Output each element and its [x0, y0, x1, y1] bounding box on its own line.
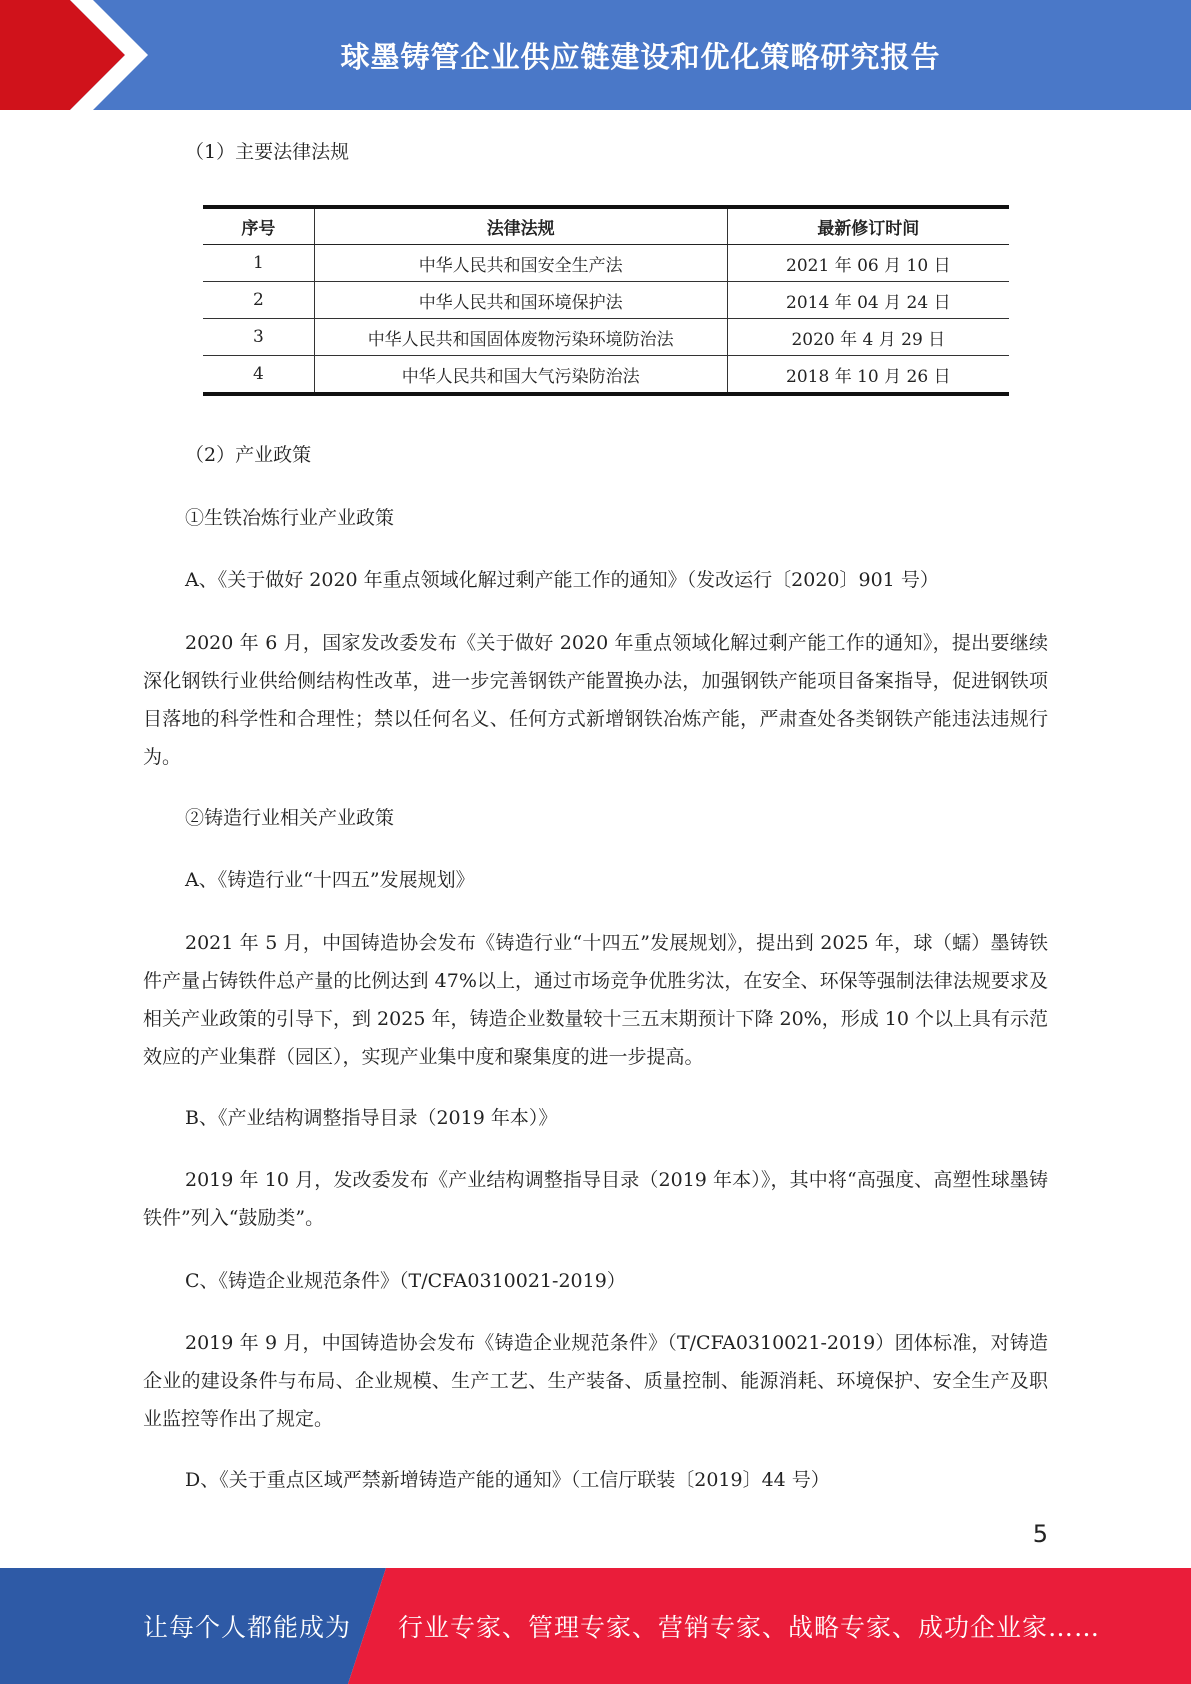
- policy-paragraph: 2019 年 9 月，中国铸造协会发布《铸造企业规范条件》（T/CFA0310021-2019）团体标准，对铸造企业的建设条件与布局、企业规模、生产工艺、生产装备、质量控制、能源消耗、环境保护、安全生产及职业监控等作出了规定。: [143, 1332, 1048, 1430]
- footer-slogan-right: 行业专家、管理专家、营销专家、战略专家、成功企业家……: [398, 1613, 1101, 1642]
- table-cell: 中华人民共和国环境保护法: [314, 282, 727, 319]
- table-cell: 2018 年 10 月 26 日: [786, 366, 951, 387]
- table-cell: 2: [203, 282, 314, 319]
- footer-slogan-left: 让每个人都能成为: [143, 1613, 352, 1642]
- table-row: [203, 319, 1009, 356]
- policy-paragraph: 2019 年 10 月，发改委发布《产业结构调整指导目录（2019 年本）》，其中将“高强度、高塑性球墨铸铁件”列入“鼓励类”。: [143, 1169, 1048, 1229]
- laws-table: [203, 205, 1009, 396]
- policy-paragraph: 2021 年 5 月，中国铸造协会发布《铸造行业“十四五”发展规划》，提出到 2025 年，球（蠕）墨铸铁件产量占铸铁件总产量的比例达到 47%以上，通过市场竞争优胜劣汰，在安全、环保等强制法律法规要求及相关产业政策的引导下，到 2025 年，铸造企业数量较十三五末期预计下降 20%，形成 10 个以上具有示范效应的产业集群（园区），实现产业集中度和聚集度的进一步提高。: [143, 932, 1048, 1068]
- table-cell: 2014 年 04 月 24 日: [727, 282, 1009, 319]
- table-cell: 1: [203, 245, 314, 282]
- header-banner: [0, 0, 1191, 110]
- page-number: 5: [1032, 1520, 1048, 1548]
- table-row: [203, 282, 1009, 319]
- table-cell: 2021 年 06 月 10 日: [727, 245, 1009, 282]
- table-cell: 中华人民共和国固体废物污染环境防治法: [314, 319, 727, 356]
- table-cell: 3: [203, 319, 314, 356]
- policy-paragraph: 2020 年 6 月，国家发改委发布《关于做好 2020 年重点领域化解过剩产能工作的通知》，提出要继续深化钢铁行业供给侧结构性改革，进一步完善钢铁产能置换办法，加强钢铁产能项目备案指导，促进钢铁项目落地的科学性和合理性；禁以任何名义、任何方式新增钢铁冶炼产能，严肃查处各类钢铁产能违法违规行为。: [143, 632, 1048, 768]
- section-heading-policies: （2）产业政策: [185, 444, 312, 466]
- policy-title: D、《关于重点区域严禁新增铸造产能的通知》（工信厅联装〔2019〕44 号）: [185, 1469, 830, 1491]
- section-heading-laws: （1）主要法律法规: [185, 141, 350, 163]
- table-cell: 4: [203, 356, 314, 395]
- table-header-row: [203, 207, 1009, 245]
- subheading-casting: ②铸造行业相关产业政策: [185, 807, 395, 829]
- header-arrow-decoration: [0, 0, 150, 110]
- policy-title: A、《关于做好 2020 年重点领域化解过剩产能工作的通知》（发改运行〔2020〕901 号）: [185, 569, 939, 591]
- table-row: [203, 356, 1009, 395]
- table-header-cell: 序号: [203, 207, 314, 245]
- document-title: 球墨铸管企业供应链建设和优化策略研究报告: [340, 39, 941, 74]
- table-cell: 2020 年 4 月 29 日: [727, 319, 1009, 356]
- policy-title: B、《产业结构调整指导目录（2019 年本）》: [185, 1107, 558, 1129]
- table-cell: 中华人民共和国安全生产法: [314, 245, 727, 282]
- table-header-cell: 法律法规: [314, 207, 727, 245]
- subheading-iron-smelting: ①生铁冶炼行业产业政策: [185, 507, 395, 529]
- policy-title: A、《铸造行业“十四五”发展规划》: [185, 869, 475, 891]
- footer-banner: [0, 1568, 1191, 1684]
- table-cell: 中华人民共和国大气污染防治法: [314, 356, 727, 395]
- policy-title: C、《铸造企业规范条件》（T/CFA0310021-2019）: [185, 1270, 626, 1292]
- table-header-cell: 最新修订时间: [727, 207, 1009, 245]
- table-row: [203, 245, 1009, 282]
